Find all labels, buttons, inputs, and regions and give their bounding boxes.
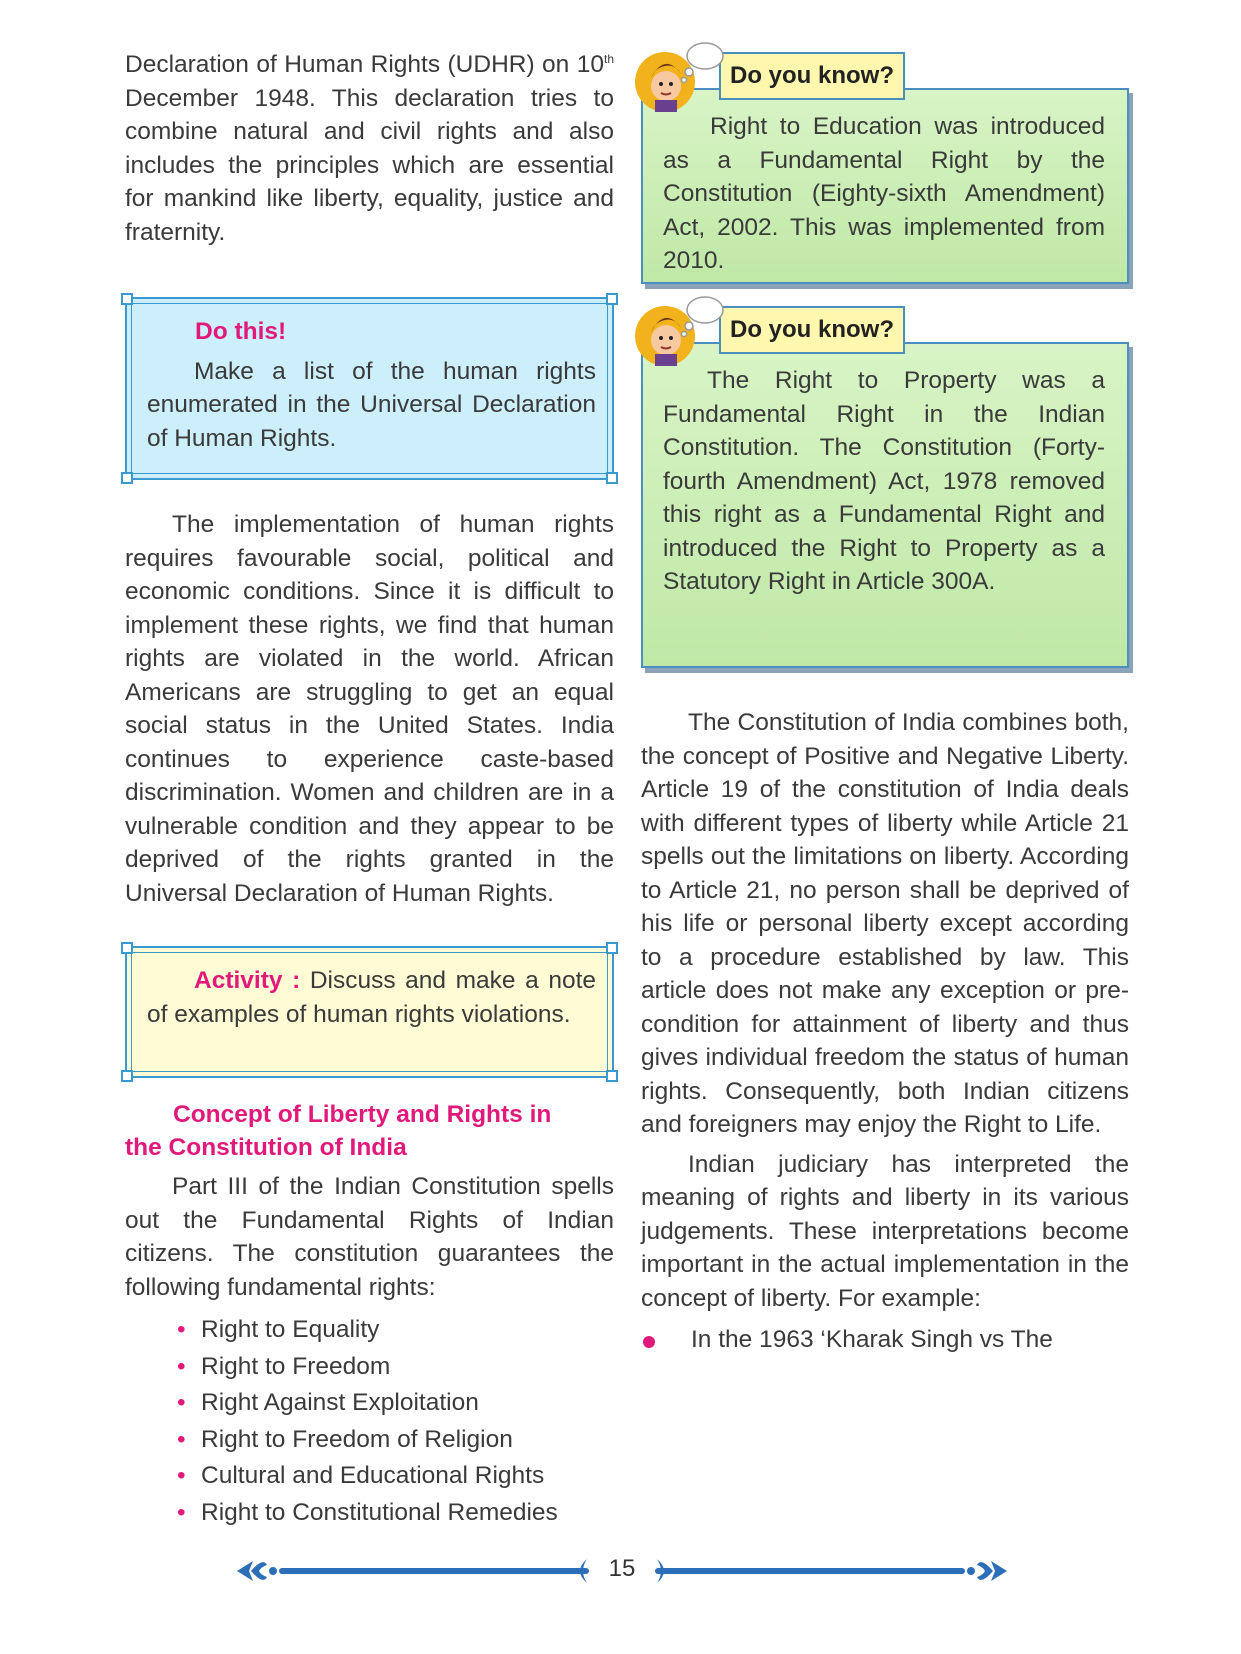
page-footer	[237, 1549, 1007, 1593]
corner-ornament	[121, 472, 133, 484]
do-you-know-box-1	[641, 52, 1129, 284]
part3-paragraph: Part III of the Indian Constitution spells out the Fundamental Rights of Indian citizens. The constitution guarantees the following fundamental rights:	[125, 1173, 614, 1301]
left-column	[125, 48, 614, 1531]
corner-ornament	[121, 942, 133, 954]
do-you-know-content: The Right to Property was a Fundamental Right in the Indian Constitution. The Constitution (Forty-fourth Amendment) Act, 1978 removed this right as a Fundamental Right and introduced the Right to Property as a Statutory Right in Article 300A.	[641, 342, 1129, 668]
corner-ornament	[121, 1070, 133, 1082]
corner-ornament	[606, 942, 618, 954]
list-item: • Cultural and Educational Rights	[173, 1458, 614, 1495]
corner-ornament	[606, 1070, 618, 1082]
do-this-box	[125, 297, 614, 480]
activity-text: Activity : Discuss and make a note of examples of human rights violations.	[147, 967, 596, 1028]
fundamental-rights-list	[125, 1312, 614, 1531]
page-number: 15	[608, 1555, 636, 1582]
activity-label: Activity :	[194, 967, 301, 994]
do-this-text: Make a list of the human rights enumerated in the Universal Declaration of Human Rights.	[147, 357, 596, 452]
thinking-boy-icon	[631, 292, 727, 372]
implementation-paragraph: The implementation of human rights requires favourable social, political and economic conditions. Since it is difficult to implement these rights, we find that human rights are violated in the world. African Americans are struggling to get an equal social status in the United States. India continues to experience caste-based discrimination. Women and children are in a vulnerable condition and they appear to be deprived of the rights granted in the Universal Declaration of Human Rights.	[125, 511, 614, 907]
list-item: • Right to Freedom of Religion	[173, 1422, 614, 1459]
do-you-know-box-2	[641, 306, 1129, 668]
right-column	[641, 48, 1129, 1357]
section-heading: Concept of Liberty and Rights in the Constitution of India	[125, 1101, 552, 1161]
list-item: • Right to Freedom	[173, 1349, 614, 1386]
activity-box	[125, 946, 614, 1078]
do-you-know-tab: Do you know?	[719, 52, 905, 100]
example-bullet: In the 1963 ‘Kharak Singh vs The	[641, 1323, 1129, 1357]
list-item: • Right to Equality	[173, 1312, 614, 1349]
do-this-title: Do this!	[195, 318, 287, 345]
thinking-boy-icon	[631, 38, 727, 118]
corner-ornament	[121, 293, 133, 305]
corner-ornament	[606, 293, 618, 305]
do-you-know-content: Right to Education was introduced as a Fundamental Right by the Constitution (Eighty-sixth Amendment) Act, 2002. This was implemented from 2010.	[641, 88, 1129, 284]
liberty-paragraph: The Constitution of India combines both, the concept of Positive and Negative Liberty. Article 19 of the constitution of India deals with different types of liberty while Article 21 spells out the limitations on liberty. According to Article 21, no person shall be deprived of his life or personal liberty except according to a procedure established by law. This article does not make any exception or pre-condition for attainment of liberty and thus gives individual freedom the status of human rights. Consequently, both Indian citizens and foreigners may enjoy the Right to Life.	[641, 709, 1129, 1138]
corner-ornament	[606, 472, 618, 484]
judiciary-paragraph: Indian judiciary has interpreted the meaning of rights and liberty in its various judgements. These interpretations become important in the actual implementation in the concept of liberty. For example:	[641, 1150, 1129, 1312]
intro-paragraph: Declaration of Human Rights (UDHR) on 10th December 1948. This declaration tries to combine natural and civil rights and also includes the principles which are essential for mankind like liberty, equality, justice and fraternity.	[125, 51, 614, 246]
list-item: • Right to Constitutional Remedies	[173, 1495, 614, 1532]
list-item: • Right Against Exploitation	[173, 1385, 614, 1422]
superscript-th: th	[603, 52, 614, 66]
do-you-know-tab: Do you know?	[719, 306, 905, 354]
